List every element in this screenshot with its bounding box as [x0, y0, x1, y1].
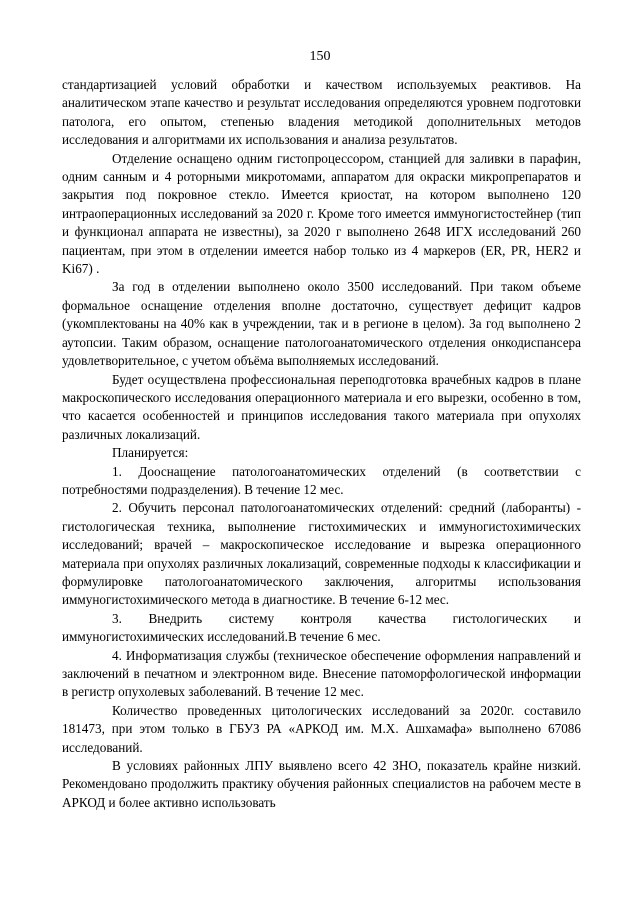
- paragraph: В условиях районных ЛПУ выявлено всего 42 ЗНО, показатель крайне низкий. Рекомендовано продолжить практику обучения районных специалистов на рабочем месте в АРКОД и более активно использовать: [62, 758, 581, 810]
- document-body: [62, 76, 581, 812]
- paragraph: стандартизацией условий обработки и качеством используемых реактивов. На аналитическом этапе качество и результат исследования определяются уровнем подготовки патолога, его опытом, степенью владения методикой дополнительных методов исследования и алгоритмами их использования и анализа результатов.: [62, 77, 581, 148]
- plan-item: 2. Обучить персонал патологоанатомических отделений: средний (лаборанты) - гистологическая техника, выполнение гистохимических и иммуногистохимических исследований; врачей – макроскопическое исследование и вырезка операционного материала при опухолях различных локализаций, современные подходы к классификации и формулировке патологоанатомического заключения, алгоритмы использования иммуногистохимического метода в диагностике. В течение 6-12 мес.: [62, 500, 581, 608]
- plan-item: 4. Информатизация службы (техническое обеспечение оформления направлений и заключений в печатном и электронном виде. Внесение патоморфологической информации в регистр опухолевых заболеваний. В течение 12 мес.: [62, 647, 581, 700]
- paragraph: За год в отделении выполнено около 3500 исследований. При таком объеме формальное оснащение отделения вполне достаточно, существует дефицит кадров (укомплектованы на 40% как в учреждении, так и в регионе в целом). За год выполнено 2 аутопсии. Таким образом, оснащение патологоанатомического отделения онкодиспансера удовлетворительное, с учетом объёма выполняемых исследований.: [62, 279, 581, 369]
- paragraph: Будет осуществлена профессиональная переподготовка врачебных кадров в плане макроскопического исследования операционного материала и его вырезки, особенно в том, что касается особенностей и принципов исследования такого материала при опухолях различных локализаций.: [62, 371, 581, 442]
- paragraph: Отделение оснащено одним гистопроцессором, станцией для заливки в парафин, одним санным и 4 роторными микротомами, аппаратом для окраски микропрепаратов и закрытия под покровное стекло. Имеется криостат, на котором выполнено 120 интраоперационных исследований за 2020 г. Кроме того имеется иммуногистостейнер (тип и функционал аппарата не известны), за 2020 г выполнено 2648 ИГХ исследований 260 пациентам, при этом в отделении имеется набор только из 4 маркеров (ER, PR, HER2 и Ki67) .: [62, 150, 581, 277]
- plan-heading: Планируется:: [112, 445, 189, 461]
- plan-item: 1. Дооснащение патологоанатомических отделений (в соответствии с потребностями подразделения). В течение 12 мес.: [62, 463, 581, 497]
- paragraph: Количество проведенных цитологических исследований за 2020г. составило 181473, при этом только в ГБУЗ РА «АРКОД им. М.Х. Ашхамафа» выполнено 67086 исследований.: [62, 702, 581, 755]
- plan-item: 3. Внедрить систему контроля качества гистологических и иммуногистохимических исследований.В течение 6 мес.: [62, 610, 581, 645]
- page-number: 150: [309, 49, 331, 64]
